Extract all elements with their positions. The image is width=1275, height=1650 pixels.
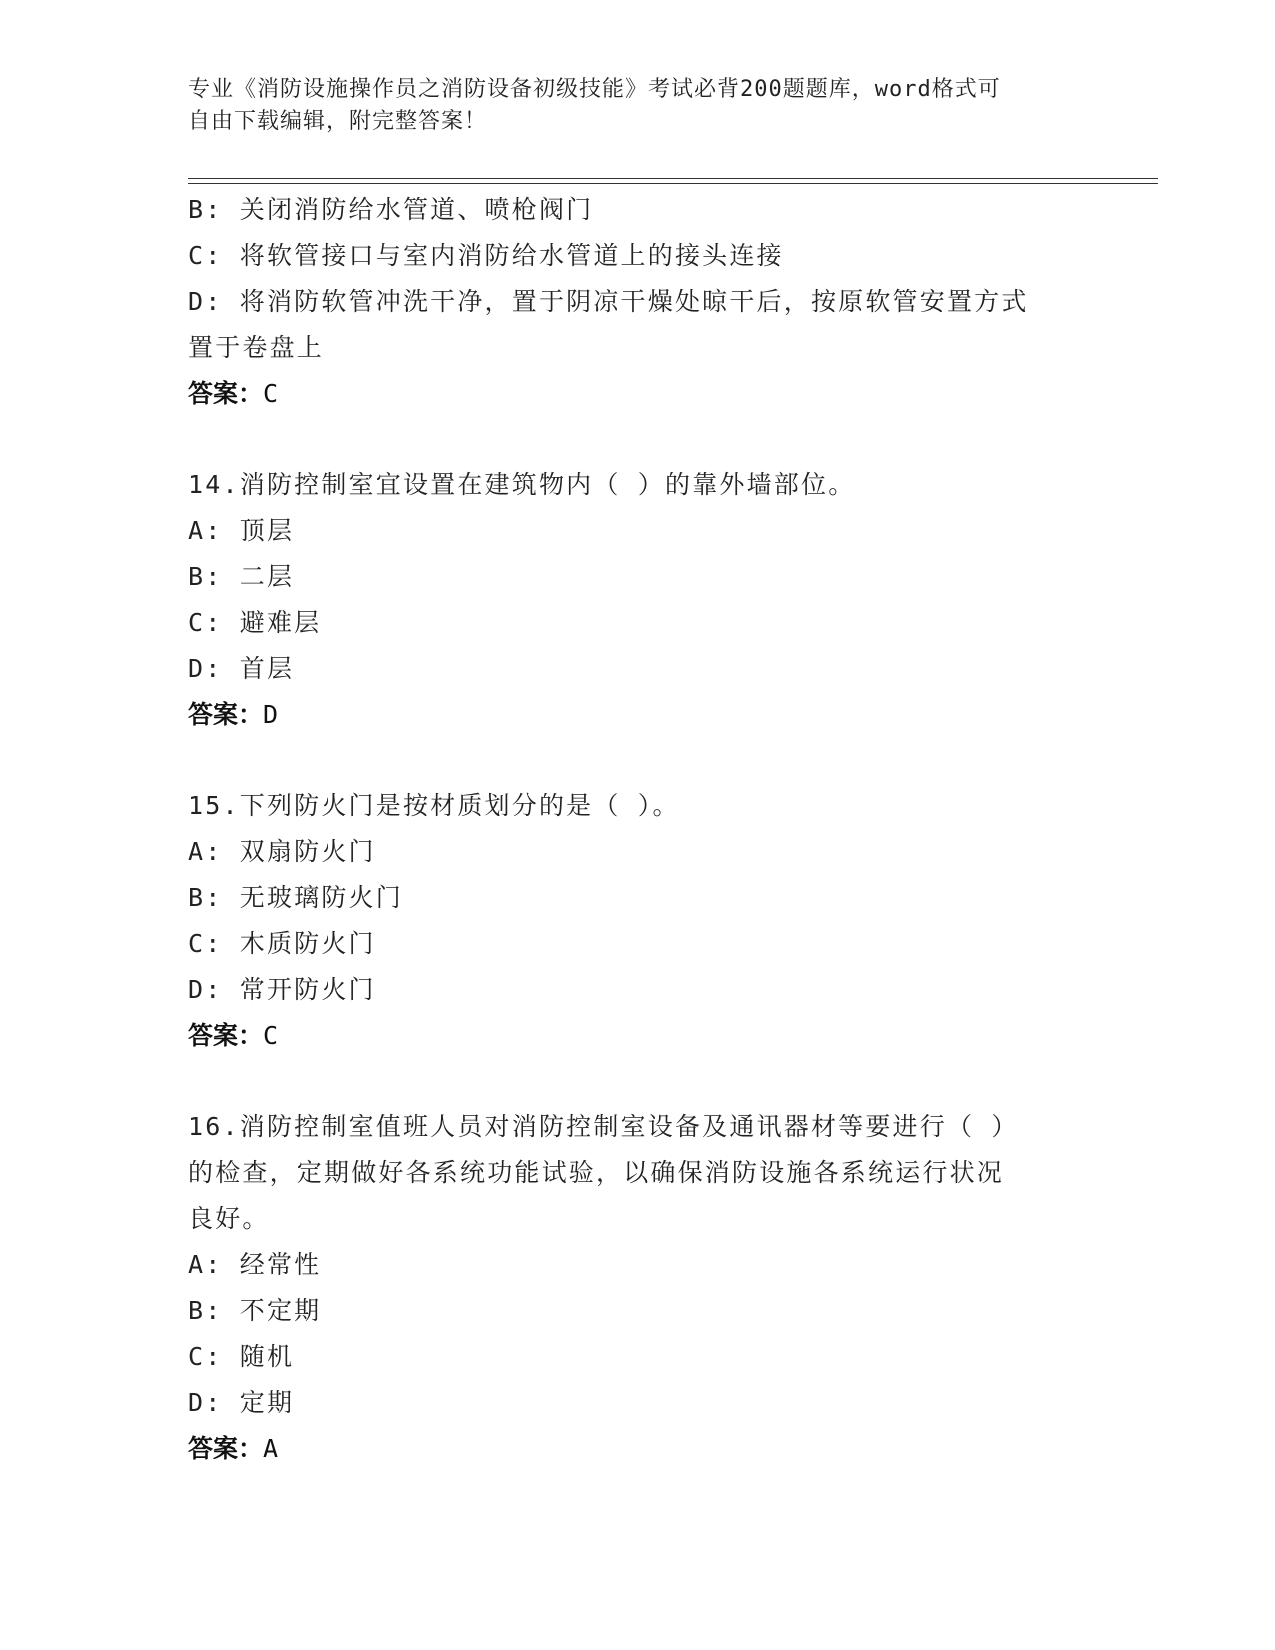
option-c: C: 随机 (188, 1342, 295, 1371)
header-line-2: 自由下载编辑，附完整答案！ (188, 109, 488, 134)
header-divider-top (188, 178, 1158, 179)
answer-label: 答案： (188, 1434, 264, 1463)
question-16 (188, 1104, 1088, 1472)
question-stem-line-1: 16.消防控制室值班人员对消防控制室设备及通讯器材等要进行（ ） (188, 1112, 1019, 1141)
document-header (188, 74, 1068, 138)
option-c: C: 将软管接口与室内消防给水管道上的接头连接 (188, 241, 784, 270)
question-list (188, 187, 1088, 1472)
question-14 (188, 462, 1088, 738)
answer-value: C (263, 1021, 281, 1050)
answer-value: A (263, 1434, 281, 1463)
question-stem-line-2: 的检查，定期做好各系统功能试验，以确保消防设施各系统运行状况 (188, 1158, 1005, 1187)
answer-value: C (263, 379, 281, 408)
answer-label: 答案： (188, 379, 264, 408)
question-stem: 14.消防控制室宜设置在建筑物内（ ）的靠外墙部位。 (188, 470, 856, 499)
question-stem: 15.下列防火门是按材质划分的是（ ）。 (188, 791, 680, 820)
option-b: B: 二层 (188, 562, 295, 591)
option-b: B: 不定期 (188, 1296, 322, 1325)
question-stem-line-3: 良好。 (188, 1204, 270, 1233)
option-a: A: 双扇防火门 (188, 837, 376, 866)
answer-label: 答案： (188, 1021, 264, 1050)
option-d-continuation: 置于卷盘上 (188, 333, 325, 362)
answer-line (188, 371, 1088, 417)
answer-line (188, 1426, 1088, 1472)
option-b: B: 无玻璃防火门 (188, 883, 403, 912)
option-d: D: 常开防火门 (188, 975, 376, 1004)
header-divider-bottom (188, 183, 1158, 184)
spacer (188, 1059, 1088, 1104)
option-d: D: 定期 (188, 1388, 295, 1417)
option-c: C: 避难层 (188, 608, 322, 637)
spacer (188, 738, 1088, 783)
header-line-1: 专业《消防设施操作员之消防设备初级技能》考试必背200题题库，word格式可 (188, 77, 1001, 102)
question-13-continued (188, 187, 1088, 417)
spacer (188, 417, 1088, 462)
option-b: B: 关闭消防给水管道、喷枪阀门 (188, 195, 594, 224)
option-c: C: 木质防火门 (188, 929, 376, 958)
answer-value: D (263, 700, 281, 729)
answer-line (188, 1013, 1088, 1059)
option-d: D: 首层 (188, 654, 295, 683)
option-d: D: 将消防软管冲洗干净，置于阴凉干燥处晾干后，按原软管安置方式 (188, 287, 1029, 316)
answer-label: 答案： (188, 700, 264, 729)
question-15 (188, 783, 1088, 1059)
answer-line (188, 692, 1088, 738)
option-a: A: 经常性 (188, 1250, 322, 1279)
option-a: A: 顶层 (188, 516, 295, 545)
